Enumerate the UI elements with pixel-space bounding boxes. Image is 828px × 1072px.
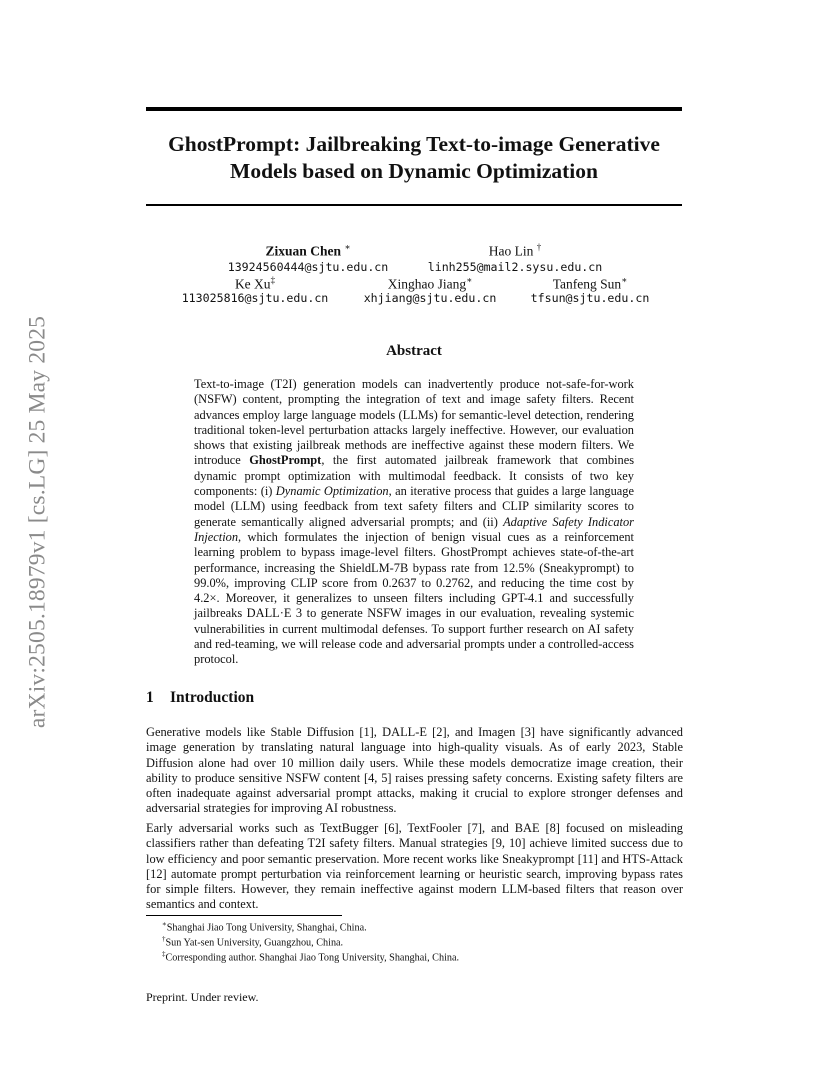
section-title: Introduction [170,689,255,706]
author-name: Ke Xu‡ [234,275,276,292]
author-email: xhjiang@sjtu.edu.cn [363,291,497,305]
author-name: Hao Lin † [488,242,542,259]
title-top-rule [146,107,682,111]
author-name: Tanfeng Sun∗ [552,275,628,292]
intro-paragraph: Generative models like Stable Diffusion [1], DALL-E [2], and Imagen [3] have significantly advanced image generation by translating natural language into high-quality visuals. As of early 2023, Stable Diffusion alone had over 10 million daily users. While these models democratize image creation, their ability to produce sensitive NSFW content [4, 5] raises pressing safety concerns. Existing safety filters are often inadequate against adversarial prompt attacks, making it crucial to explore stronger defenses and adversarial strategies for improving AI robustness. [146,725,683,816]
author-email: tfsun@sjtu.edu.cn [530,291,650,305]
abstract-body: Text-to-image (T2I) generation models can inadvertently produce not-safe-for-work (NSFW) content, prompting the integration of text and image safety filters. Recent advances employ large language models (LLMs) for semantic-level detection, rendering traditional token-level perturbation attacks largely ineffective. However, our evaluation shows that existing jailbreak methods are ineffective against these modern filters. We introduce GhostPrompt, the first automated jailbreak framework that combines dynamic prompt optimization with multimodal feedback. It consists of two key components: (i) Dynamic Optimization, an iterative process that guides a large language model (LLM) using feedback from text safety filters and CLIP similarity scores to generate semantically aligned adversarial prompts; and (ii) Adaptive Safety Indicator Injection, which formulates the injection of benign visual cues as a reinforcement learning problem to bypass image-level filters. GhostPrompt achieves state-of-the-art performance, increasing the ShieldLM-7B bypass rate from 12.5% (Sneakyprompt) to 99.0%, improving CLIP score from 0.2637 to 0.2762, and reducing the time cost by 4.2×. Moreover, it generalizes to unseen filters including GPT-4.1 and successfully jailbreaks DALL·E 3 to generate NSFW images in our evaluation, revealing systemic vulnerabilities in current multimodal defenses. To support further research on AI safety and red-teaming, we will release code and adversarial prompts under a controlled-access protocol. [194,377,635,667]
method-name: GhostPrompt [249,453,322,468]
author-name: Zixuan Chen ∗ [265,242,351,259]
paper-title [146,131,682,185]
title-bottom-rule [146,204,682,206]
footnote: ∗Shanghai Jiao Tong University, Shanghai, China. [162,920,367,934]
author-email: 13924560444@sjtu.edu.cn [227,260,389,274]
arxiv-identifier-text: arXiv:2505.18979v1 [cs.LG] 25 May 2025 [24,315,51,729]
footnote: ‡Corresponding author. Shanghai Jiao Tong University, Shanghai, China. [162,950,460,964]
arxiv-identifier [12,282,64,762]
author-email: linh255@mail2.sysu.edu.cn [427,260,603,274]
footnote: †Sun Yat-sen University, Guangzhou, China. [162,935,344,949]
intro-paragraph: Early adversarial works such as TextBugger [6], TextFooler [7], and BAE [8] focused on misleading classifiers rather than defeating T2I safety filters. Manual strategies [9, 10] achieve limited success due to low efficiency and poor semantic preservation. More recent works like Sneakyprompt [11] and HTS-Attack [12] automate prompt perturbation via reinforcement learning or heuristic search, improving bypass rates for simple filters. However, they remain ineffective against modern LLM-based filters that reason over semantics and context. [146,821,683,912]
author-name: Xinghao Jiang∗ [387,275,473,292]
footnote-rule [146,915,342,916]
section-heading-introduction [146,689,254,707]
section-number: 1 [146,689,154,706]
preprint-note: Preprint. Under review. [146,990,259,1004]
title-line-2: Models based on Dynamic Optimization [230,159,598,183]
title-line-1: GhostPrompt: Jailbreaking Text-to-image Generative [168,132,660,156]
abstract-heading: Abstract [386,343,442,359]
author-email: 113025816@sjtu.edu.cn [181,291,329,305]
